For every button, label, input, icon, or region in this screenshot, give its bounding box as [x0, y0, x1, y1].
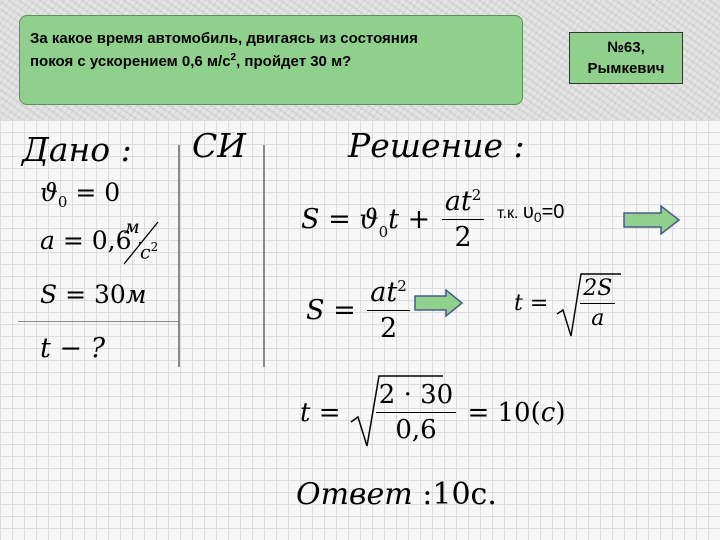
si-solution-divider	[263, 145, 265, 367]
f4-denominator: 0,6	[395, 415, 437, 445]
find-expression: t − ?	[40, 333, 106, 364]
f3-numerator: 2S	[583, 276, 613, 301]
solution-heading: Решение :	[348, 126, 525, 165]
f2-exponent: 2	[397, 277, 407, 295]
answer-line	[296, 477, 497, 512]
note-subscript: 0	[533, 209, 542, 226]
problem-statement-box	[19, 15, 523, 105]
f4-result: = 10(	[459, 397, 541, 428]
right-arrow-icon	[623, 205, 681, 235]
f4-numerator: 2 · 30	[376, 380, 456, 413]
answer-label: Ответ	[296, 477, 413, 512]
f2-fraction	[367, 277, 410, 344]
problem-line-2-end: , пройдет 30 м?	[236, 53, 352, 70]
f4-unit: c	[540, 397, 556, 428]
square-root-icon	[555, 270, 623, 342]
v0-symbol: ϑ	[40, 178, 58, 207]
f1-s: S	[301, 204, 320, 235]
f1-equals: =	[319, 204, 360, 235]
given-distance	[40, 280, 147, 309]
problem-line-2	[30, 48, 512, 71]
source-reference-box	[569, 32, 683, 84]
given-v0	[40, 178, 120, 211]
textbook-author: Рымкевич	[587, 60, 665, 77]
f2-numerator: at	[370, 277, 398, 308]
f4-t: t	[300, 397, 311, 428]
f1-exponent: 2	[471, 186, 482, 204]
f1-v0-subscript: 0	[378, 223, 389, 241]
find-time	[40, 333, 105, 364]
v0-subscript: 0	[57, 193, 68, 211]
problem-line-1: За какое время автомобиль, двигаясь из состояния	[30, 30, 418, 47]
note-symbol: υ	[522, 201, 534, 223]
f1-denominator: 2	[454, 222, 472, 253]
note-value: =0	[541, 201, 565, 223]
f3-equals: =	[522, 291, 556, 316]
formula-time-numeric	[300, 380, 565, 445]
condition-note	[497, 201, 564, 225]
a-unit-exponent: 2	[150, 240, 159, 254]
given-find-divider	[18, 321, 180, 322]
given-heading: Дано :	[22, 130, 132, 169]
formula-time	[514, 276, 618, 331]
a-unit-denominator	[140, 240, 158, 263]
f1-numerator: at	[444, 186, 472, 217]
s-symbol: S	[40, 280, 58, 309]
s-unit: м	[125, 280, 147, 309]
f3-denominator: a	[591, 306, 605, 331]
f4-close-paren: )	[555, 397, 566, 428]
square-root-icon	[349, 372, 445, 452]
f1-t: t	[388, 204, 400, 235]
a-value: = 0,6	[54, 226, 132, 255]
problem-exponent: 2	[230, 52, 237, 63]
right-arrow-icon	[414, 289, 464, 317]
f1-plus: +	[399, 204, 439, 235]
problem-line-2-text: покоя с ускорением 0,6 м/с	[30, 53, 231, 70]
f1-fraction	[442, 186, 485, 253]
a-unit-s: с	[140, 241, 151, 264]
answer-value: :10c.	[412, 477, 497, 512]
a-unit-m: м	[124, 216, 140, 238]
f2-equals: =	[324, 295, 365, 326]
a-symbol: a	[40, 226, 55, 255]
f3-root	[555, 276, 618, 331]
f2-denominator: 2	[379, 313, 398, 344]
v0-value: = 0	[67, 178, 121, 207]
formula-distance-simplified	[306, 277, 413, 344]
f1-v0: ϑ	[359, 204, 379, 235]
formula-distance-general	[301, 186, 487, 253]
problem-number: №63,	[607, 39, 645, 56]
f3-t: t	[514, 291, 523, 316]
given-si-divider	[178, 145, 180, 367]
si-heading: СИ	[192, 126, 247, 165]
f4-root	[349, 380, 459, 445]
s-value: = 30	[57, 280, 126, 309]
f4-equals: =	[310, 397, 349, 428]
f2-s: S	[306, 295, 325, 326]
given-acceleration: a = 0,6 ·	[40, 226, 143, 255]
note-prefix: т.к.	[497, 205, 523, 222]
